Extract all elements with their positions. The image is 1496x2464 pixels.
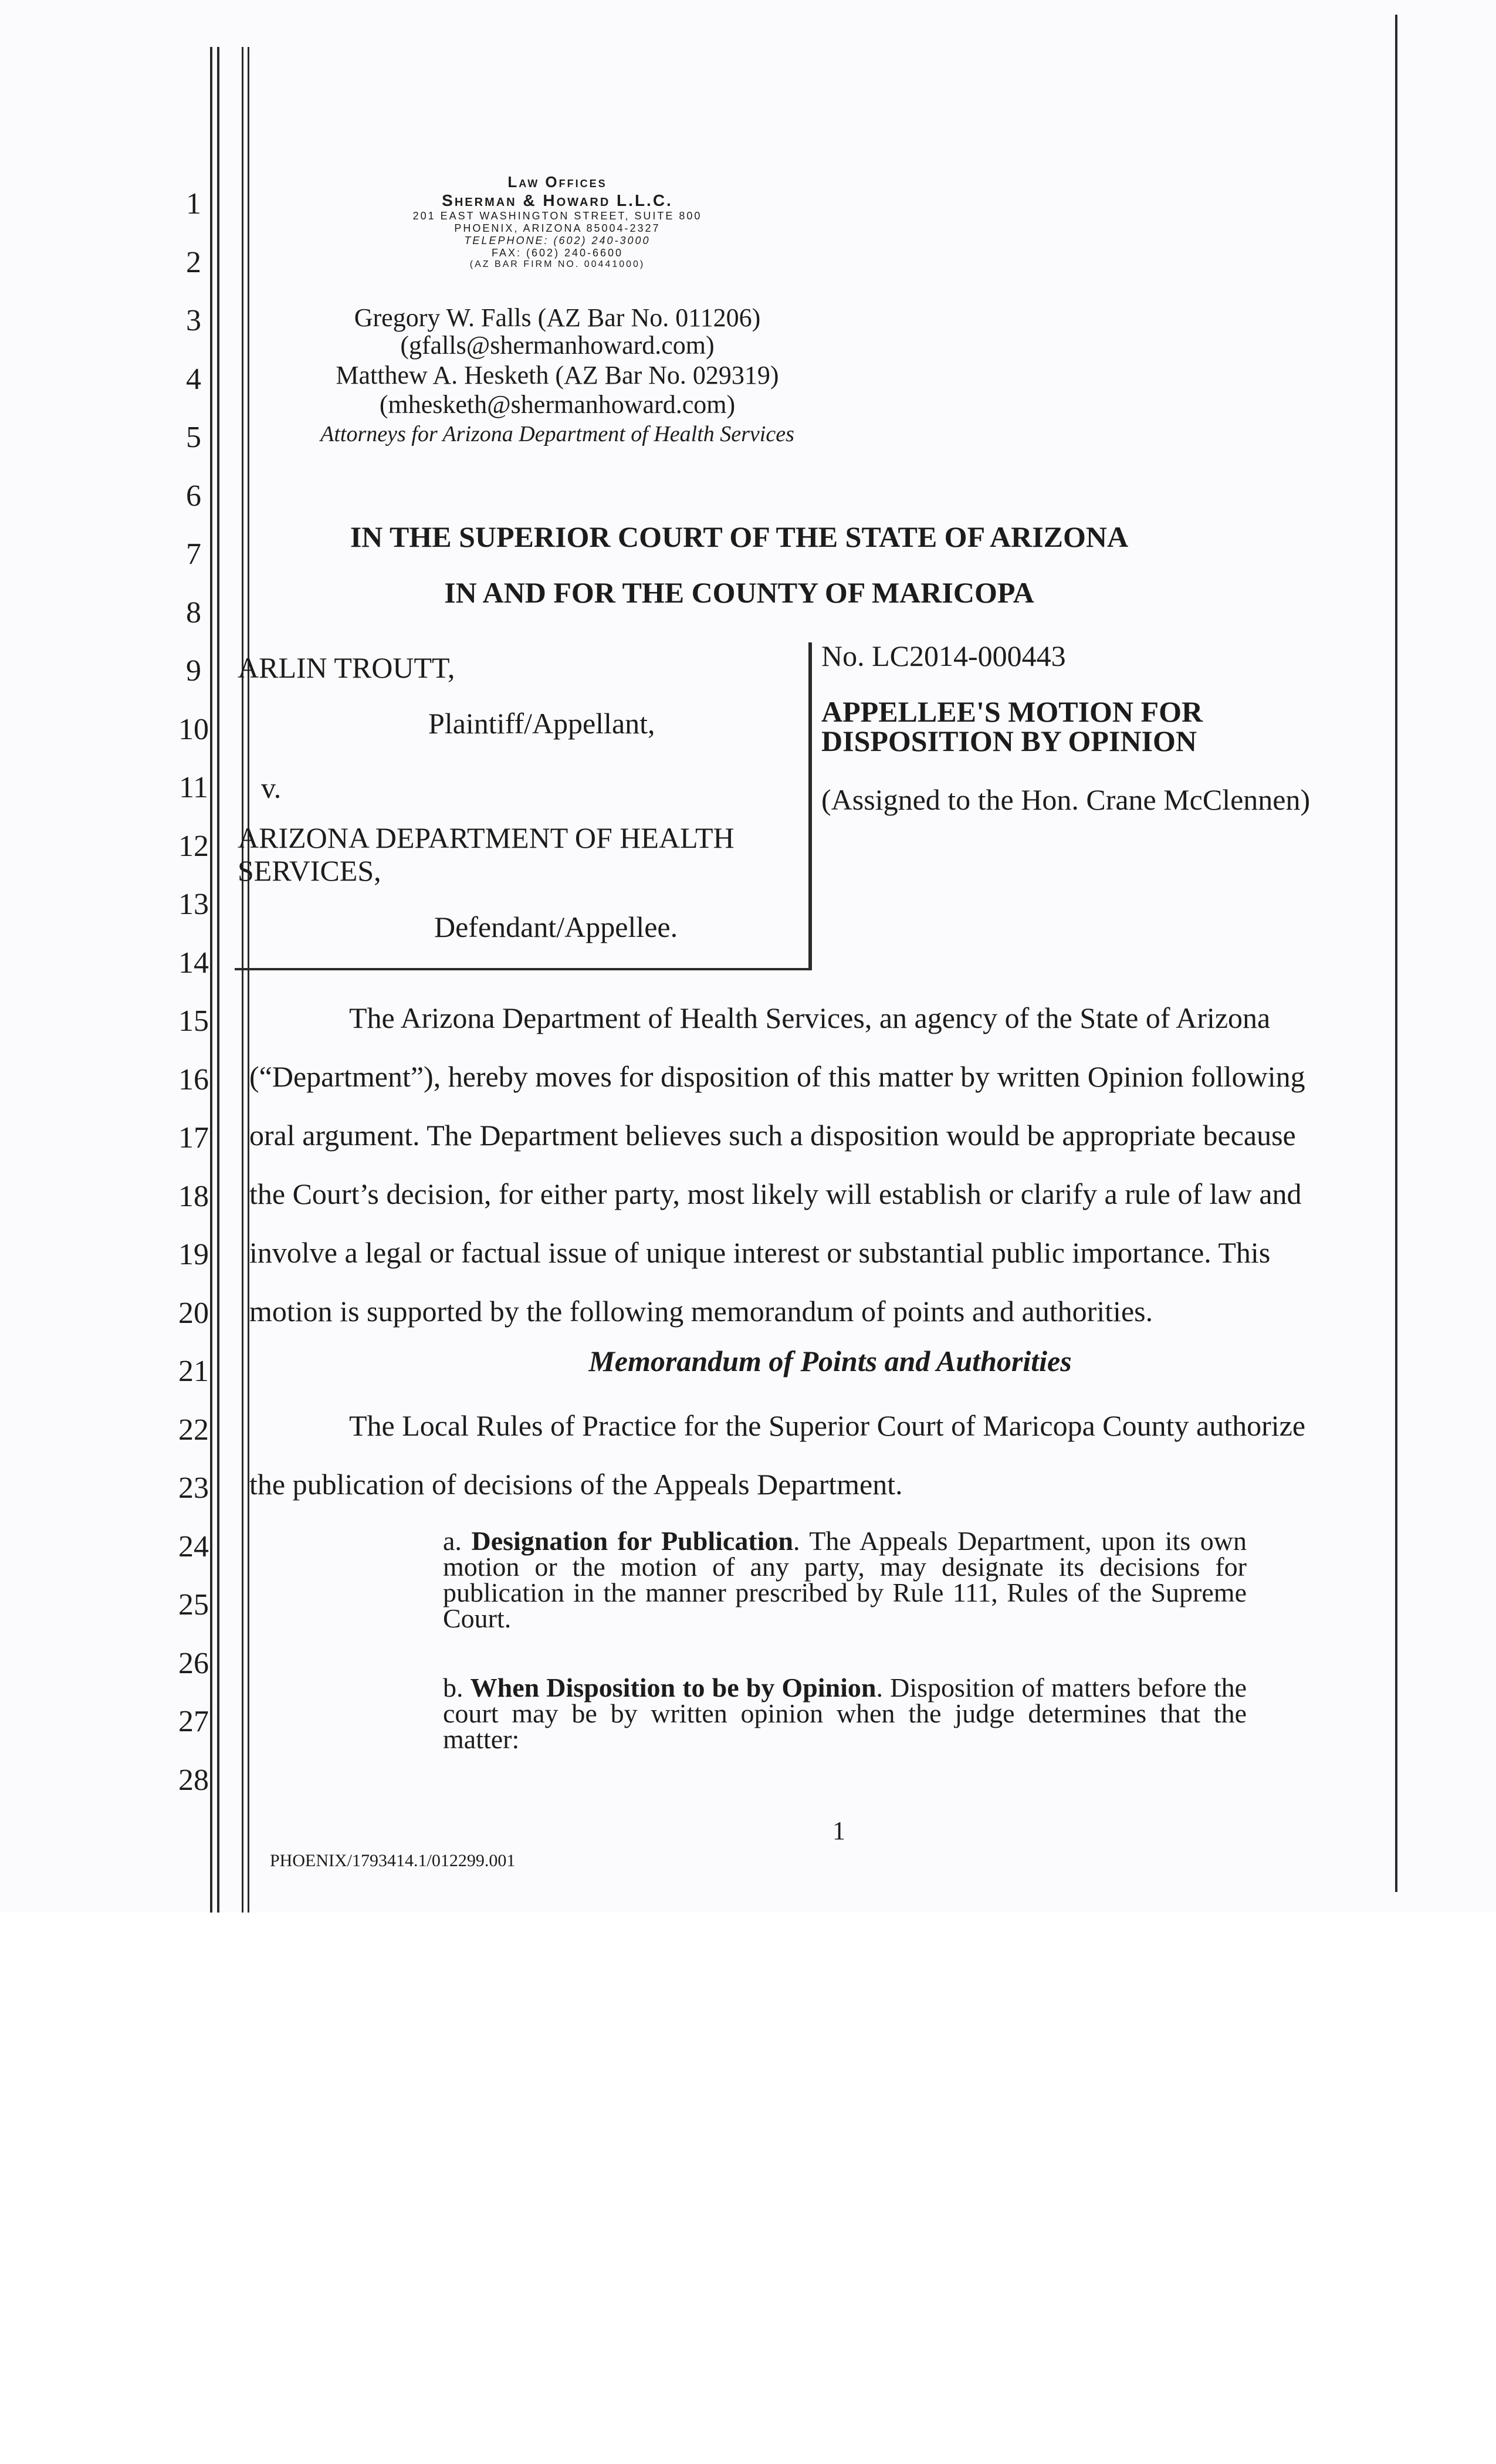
rule-a-heading: Designation for Publication xyxy=(471,1526,793,1556)
line-number: 6 xyxy=(186,479,201,513)
defendant-role: Defendant/Appellee. xyxy=(434,911,678,943)
body-line: motion is supported by the following memorandum of points and authorities. xyxy=(249,1295,1153,1328)
line-number: 24 xyxy=(178,1529,209,1563)
line-number: 26 xyxy=(178,1646,209,1680)
line-number: 17 xyxy=(178,1121,209,1155)
court-name-line2: IN AND FOR THE COUNTY OF MARICOPA xyxy=(444,576,1034,609)
line-number: 9 xyxy=(186,654,201,688)
rule-a-text: . The Appeals Department, upon its own motion or the motion of any party, may designate its decisions for publication in the manner prescribed by Rule 111, Rules of the Supreme Court. xyxy=(443,1526,1247,1633)
attorney1-email: (gfalls@shermanhoward.com) xyxy=(400,331,715,360)
letterhead xyxy=(352,173,763,270)
right-margin-rule xyxy=(1395,15,1397,1892)
attorney1-name: Gregory W. Falls (AZ Bar No. 011206) xyxy=(354,303,761,332)
line-number: 19 xyxy=(178,1238,209,1271)
rule-b-text: . Disposition of matters before the court may be by written opinion when the judge determines that the matter: xyxy=(443,1673,1247,1754)
line-number: 28 xyxy=(178,1763,209,1797)
quoted-rule-b xyxy=(443,1675,1247,1752)
firm-name: Sherman & Howard L.L.C. xyxy=(442,191,673,209)
firm-city: PHOENIX, ARIZONA 85004-2327 xyxy=(454,222,661,234)
firm-street: 201 EAST WASHINGTON STREET, SUITE 800 xyxy=(412,210,702,222)
line-number: 3 xyxy=(186,304,201,337)
line-number: 13 xyxy=(178,888,209,921)
rule-b-label: b. xyxy=(443,1673,463,1703)
line-number: 12 xyxy=(178,829,209,863)
memorandum-heading: Memorandum of Points and Authorities xyxy=(588,1345,1072,1377)
line-number: 2 xyxy=(186,245,201,279)
page-number: 1 xyxy=(832,1816,845,1845)
plaintiff-role: Plaintiff/Appellant, xyxy=(428,707,655,740)
law-offices-label: Law Offices xyxy=(507,173,607,191)
left-margin-rule xyxy=(217,47,219,1913)
document-title-line2: DISPOSITION BY OPINION xyxy=(821,725,1197,757)
body-line: oral argument. The Department believes such a disposition would be appropriate because xyxy=(249,1119,1296,1152)
body-line: the Court’s decision, for either party, most likely will establish or clarify a rule of law and xyxy=(249,1177,1302,1210)
rule-b-heading: When Disposition to be by Opinion xyxy=(470,1673,876,1703)
line-number: 27 xyxy=(178,1705,209,1738)
plaintiff-name: ARLIN TROUTT, xyxy=(238,651,455,684)
case-number: No. LC2014-000443 xyxy=(821,639,1066,672)
defendant-name-line2: SERVICES, xyxy=(238,854,381,887)
line-number: 14 xyxy=(178,946,209,980)
body-line: The Arizona Department of Health Services, an agency of the State of Arizona xyxy=(349,1001,1271,1034)
line-number: 10 xyxy=(178,712,209,746)
line-number: 16 xyxy=(178,1062,209,1096)
line-number: 20 xyxy=(178,1296,209,1330)
document-title-line1: APPELLEE'S MOTION FOR xyxy=(821,695,1203,728)
line-number: 7 xyxy=(186,537,201,571)
line-number: 22 xyxy=(178,1413,209,1447)
assigned-judge: (Assigned to the Hon. Crane McClennen) xyxy=(821,783,1311,816)
attorney2-name: Matthew A. Hesketh (AZ Bar No. 029319) xyxy=(336,361,779,390)
quoted-rule-a xyxy=(443,1528,1247,1632)
body-line: The Local Rules of Practice for the Superior Court of Maricopa County authorize xyxy=(349,1409,1306,1442)
court-name-line1: IN THE SUPERIOR COURT OF THE STATE OF ARIZONA xyxy=(350,520,1129,553)
rule-a-label: a. xyxy=(443,1526,462,1556)
caption-divider xyxy=(808,642,811,968)
document-id: PHOENIX/1793414.1/012299.001 xyxy=(270,1851,516,1870)
line-number: 15 xyxy=(178,1004,209,1038)
body-line: (“Department”), hereby moves for disposition of this matter by written Opinion following xyxy=(249,1060,1305,1093)
line-number: 4 xyxy=(186,362,201,396)
firm-bar-number: (AZ BAR FIRM NO. 00441000) xyxy=(469,259,645,269)
versus: v. xyxy=(261,771,282,804)
attorneys-for: Attorneys for Arizona Department of Health Services xyxy=(320,422,794,446)
line-number: 18 xyxy=(178,1179,209,1213)
line-number: 5 xyxy=(186,421,201,454)
line-number: 11 xyxy=(178,771,209,804)
defendant-name-line1: ARIZONA DEPARTMENT OF HEALTH xyxy=(238,821,735,854)
line-number: 25 xyxy=(178,1588,209,1622)
firm-telephone: TELEPHONE: (602) 240-3000 xyxy=(464,235,651,246)
body-line: involve a legal or factual issue of unique interest or substantial public importance. This xyxy=(249,1236,1271,1269)
line-number: 21 xyxy=(178,1355,209,1388)
line-number: 8 xyxy=(186,595,201,629)
attorney2-email: (mhesketh@shermanhoward.com) xyxy=(379,390,736,419)
body-line: the publication of decisions of the Appeals Department. xyxy=(249,1468,903,1501)
line-number: 1 xyxy=(186,187,201,221)
firm-fax: FAX: (602) 240-6600 xyxy=(491,247,624,259)
line-number: 23 xyxy=(178,1471,209,1505)
